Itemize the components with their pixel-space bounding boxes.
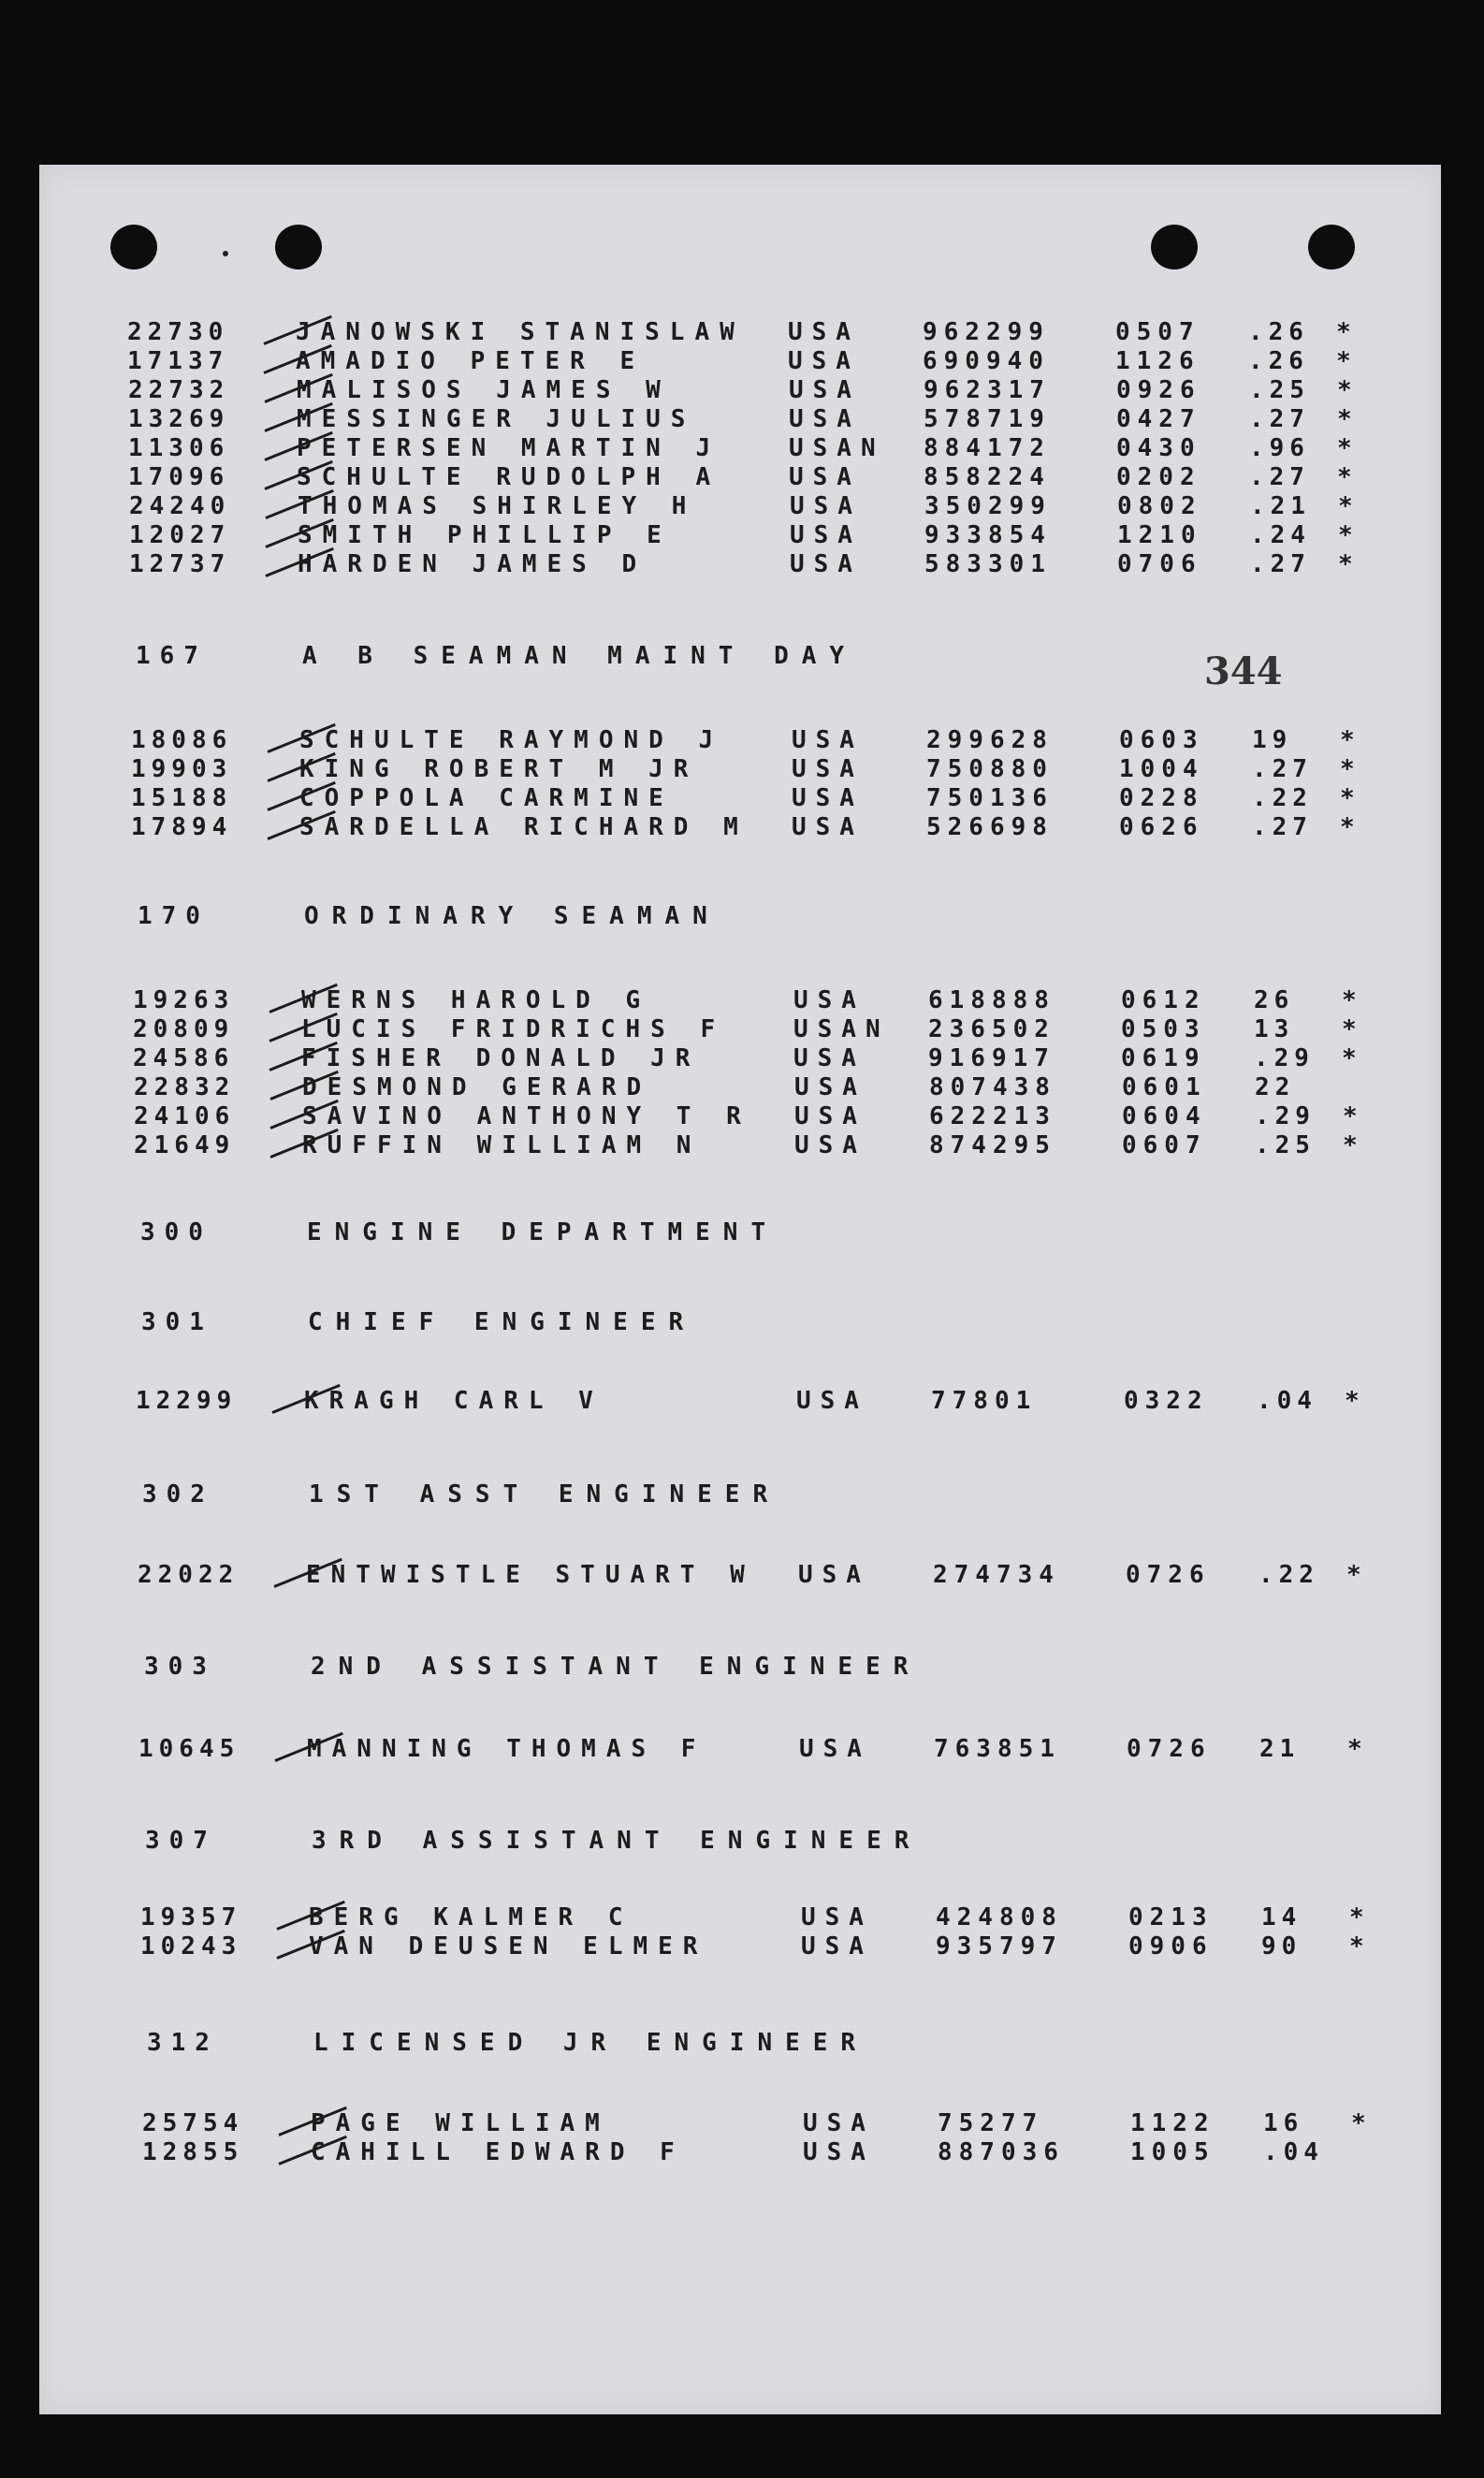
document-number: 299628 [926, 726, 1054, 754]
crew-id: 24106 [134, 1102, 236, 1130]
asterisk-mark: * [1343, 1131, 1358, 1159]
nationality: USA [793, 986, 866, 1014]
document-number: 763851 [934, 1735, 1061, 1763]
nationality: USA [803, 2109, 875, 2137]
roster-row [0, 376, 1484, 404]
asterisk-mark: * [1347, 1735, 1362, 1763]
document-number: 935797 [936, 1932, 1063, 1961]
crew-id: 24586 [133, 1044, 235, 1072]
crew-id: 22022 [138, 1561, 240, 1589]
roster-row [0, 347, 1484, 375]
crew-id: 11306 [128, 434, 230, 462]
date-code: 0906 [1128, 1932, 1214, 1961]
crew-id: 17894 [131, 813, 233, 841]
rate-value: .22 [1258, 1561, 1319, 1589]
roster-row [0, 2109, 1484, 2137]
rate-value: 14 [1261, 1903, 1302, 1931]
date-code: 1005 [1130, 2138, 1215, 2166]
section-heading [0, 2029, 1484, 2057]
date-code: 0427 [1116, 405, 1201, 433]
section-title: 2ND ASSISTANT ENGINEER [311, 1653, 922, 1681]
nationality: USA [790, 492, 862, 520]
crew-id: 13269 [128, 405, 230, 433]
rate-value: 19 [1252, 726, 1293, 754]
crew-id: 12027 [129, 521, 231, 549]
document-number: 622213 [929, 1102, 1056, 1130]
section-code: 307 [145, 1827, 217, 1855]
roster-row [0, 986, 1484, 1014]
document-number: 424808 [936, 1903, 1063, 1931]
crew-name: PAGE WILLIAM [311, 2109, 610, 2137]
rate-value: .27 [1250, 550, 1311, 578]
rate-value: .25 [1249, 376, 1310, 404]
rate-value: .29 [1255, 1102, 1316, 1130]
crew-name: MALISOS JAMES W [297, 376, 671, 404]
rate-value: .29 [1254, 1044, 1315, 1072]
date-code: 0430 [1116, 434, 1201, 462]
crew-id: 21649 [134, 1131, 236, 1159]
document-number: 858224 [924, 463, 1051, 491]
date-code: 0706 [1117, 550, 1202, 578]
crew-id: 17137 [127, 347, 229, 375]
roster-row [0, 755, 1484, 783]
date-code: 1210 [1117, 521, 1202, 549]
document-number: 77801 [931, 1387, 1038, 1415]
date-code: 0603 [1119, 726, 1204, 754]
crew-name: JANOWSKI STANISLAW [296, 318, 745, 346]
crew-name: VAN DEUSEN ELMER [309, 1932, 708, 1961]
section-code: 312 [147, 2029, 219, 2057]
punch-hole-left-2 [275, 225, 322, 270]
asterisk-mark: * [1336, 347, 1351, 375]
rate-value: .96 [1249, 434, 1310, 462]
date-code: 0228 [1119, 784, 1204, 812]
crew-id: 19357 [140, 1903, 242, 1931]
crew-id: 19903 [131, 755, 233, 783]
crew-name: SCHULTE RUDOLPH A [297, 463, 721, 491]
crew-id: 10645 [138, 1735, 240, 1763]
rate-value: 16 [1263, 2109, 1304, 2137]
section-heading [0, 1480, 1484, 1509]
asterisk-mark: * [1343, 1102, 1358, 1130]
nationality: USA [790, 521, 862, 549]
roster-row [0, 1015, 1484, 1043]
rate-value: .25 [1255, 1131, 1316, 1159]
date-code: 0612 [1121, 986, 1206, 1014]
rate-value: 26 [1254, 986, 1295, 1014]
date-code: 0802 [1117, 492, 1202, 520]
nationality: USA [793, 1044, 866, 1072]
asterisk-mark: * [1337, 405, 1352, 433]
rate-value: 90 [1261, 1932, 1302, 1961]
document-number: 236502 [928, 1015, 1055, 1043]
date-code: 1122 [1130, 2109, 1215, 2137]
roster-row [0, 2138, 1484, 2166]
crew-name: ENTWISTLE STUART W [306, 1561, 755, 1589]
crew-id: 12299 [136, 1387, 238, 1415]
section-heading [0, 1827, 1484, 1855]
crew-id: 18086 [131, 726, 233, 754]
nationality: USA [789, 405, 861, 433]
date-code: 0213 [1128, 1903, 1214, 1931]
date-code: 0626 [1119, 813, 1204, 841]
rate-value: .27 [1249, 463, 1310, 491]
nationality: USAN [789, 434, 885, 462]
punch-hole-left-1 [110, 225, 157, 270]
asterisk-mark: * [1337, 376, 1352, 404]
section-title: A B SEAMAN MAINT DAY [302, 642, 858, 670]
crew-name: COPPOLA CARMINE [299, 784, 674, 812]
section-code: 301 [141, 1308, 213, 1336]
crew-name: THOMAS SHIRLEY H [298, 492, 697, 520]
crew-id: 24240 [129, 492, 231, 520]
document-number: 350299 [924, 492, 1052, 520]
crew-id: 20809 [133, 1015, 235, 1043]
roster-row [0, 550, 1484, 578]
roster-row [0, 1903, 1484, 1931]
document-number: 583301 [924, 550, 1052, 578]
roster-row [0, 1735, 1484, 1763]
rate-value: .27 [1252, 755, 1313, 783]
crew-name: SARDELLA RICHARD M [299, 813, 749, 841]
crew-name: LUCIS FRIDRICHS F [301, 1015, 726, 1043]
document-number: 933854 [924, 521, 1052, 549]
document-number: 526698 [926, 813, 1054, 841]
asterisk-mark: * [1342, 1044, 1357, 1072]
crew-name: RUFFIN WILLIAM N [302, 1131, 702, 1159]
date-code: 1126 [1115, 347, 1200, 375]
nationality: USA [788, 318, 860, 346]
document-number: 962299 [923, 318, 1050, 346]
nationality: USA [789, 376, 861, 404]
crew-name: PETERSEN MARTIN J [297, 434, 721, 462]
roster-row [0, 521, 1484, 549]
date-code: 0601 [1122, 1073, 1207, 1101]
document-number: 807438 [929, 1073, 1056, 1101]
roster-row [0, 492, 1484, 520]
roster-row [0, 318, 1484, 346]
crew-name: BERG KALMER C [309, 1903, 633, 1931]
crew-name: AMADIO PETER E [296, 347, 646, 375]
asterisk-mark: * [1345, 1387, 1360, 1415]
document-number: 750136 [926, 784, 1054, 812]
crew-name: SMITH PHILLIP E [298, 521, 672, 549]
crew-name: KRAGH CARL V [304, 1387, 604, 1415]
asterisk-mark: * [1340, 726, 1355, 754]
roster-row [0, 1044, 1484, 1072]
date-code: 0726 [1126, 1561, 1211, 1589]
crew-name: HARDEN JAMES D [298, 550, 647, 578]
roster-row [0, 1073, 1484, 1101]
asterisk-mark: * [1351, 2109, 1366, 2137]
section-title: 1ST ASST ENGINEER [309, 1480, 781, 1509]
asterisk-mark: * [1340, 755, 1355, 783]
roster-row [0, 434, 1484, 462]
date-code: 0726 [1127, 1735, 1212, 1763]
section-title: ORDINARY SEAMAN [304, 902, 720, 930]
document-number: 690940 [923, 347, 1050, 375]
section-heading [0, 642, 1484, 670]
punch-hole-right-1 [1151, 225, 1198, 270]
crew-name: FISHER DONALD JR [301, 1044, 701, 1072]
date-code: 0607 [1122, 1131, 1207, 1159]
nationality: USA [803, 2138, 875, 2166]
section-code: 167 [136, 642, 208, 670]
asterisk-mark: * [1338, 521, 1353, 549]
section-title: LICENSED JR ENGINEER [313, 2029, 869, 2057]
section-title: ENGINE DEPARTMENT [307, 1218, 779, 1246]
nationality: USA [789, 463, 861, 491]
roster-row [0, 813, 1484, 841]
roster-row [0, 726, 1484, 754]
rate-value: .26 [1248, 347, 1309, 375]
nationality: USA [801, 1932, 873, 1961]
asterisk-mark: * [1342, 986, 1357, 1014]
crew-id: 15188 [131, 784, 233, 812]
section-code: 300 [140, 1218, 212, 1246]
document-number: 916917 [928, 1044, 1055, 1072]
rate-value: .27 [1249, 405, 1310, 433]
document-number: 884172 [924, 434, 1051, 462]
asterisk-mark: * [1340, 813, 1355, 841]
rate-value: 21 [1259, 1735, 1301, 1763]
nationality: USA [794, 1131, 866, 1159]
crew-id: 25754 [142, 2109, 244, 2137]
asterisk-mark: * [1338, 492, 1353, 520]
nationality: USA [794, 1073, 866, 1101]
roster-row [0, 1102, 1484, 1130]
asterisk-mark: * [1349, 1932, 1364, 1961]
crew-id: 12737 [129, 550, 231, 578]
date-code: 0604 [1122, 1102, 1207, 1130]
section-heading [0, 1218, 1484, 1246]
crew-id: 17096 [128, 463, 230, 491]
date-code: 0619 [1121, 1044, 1206, 1072]
nationality: USA [790, 550, 862, 578]
nationality: USA [794, 1102, 866, 1130]
nationality: USA [792, 813, 864, 841]
rate-value: .27 [1252, 813, 1313, 841]
asterisk-mark: * [1340, 784, 1355, 812]
document-number: 887036 [938, 2138, 1065, 2166]
nationality: USA [798, 1561, 870, 1589]
section-code: 170 [138, 902, 210, 930]
roster-row [0, 1932, 1484, 1961]
nationality: USA [792, 784, 864, 812]
rate-value: 13 [1254, 1015, 1295, 1043]
crew-name: MANNING THOMAS F [307, 1735, 706, 1763]
crew-name: SCHULTE RAYMOND J [299, 726, 724, 754]
punch-hole-right-2 [1308, 225, 1355, 270]
document-number: 874295 [929, 1131, 1056, 1159]
nationality: USA [801, 1903, 873, 1931]
roster-row [0, 463, 1484, 491]
document-number: 578719 [924, 405, 1051, 433]
roster-row [0, 1387, 1484, 1415]
roster-row [0, 1131, 1484, 1159]
punch-speck [223, 251, 228, 256]
rate-value: .22 [1252, 784, 1313, 812]
nationality: USAN [793, 1015, 890, 1043]
section-code: 303 [144, 1653, 216, 1681]
crew-id: 12855 [142, 2138, 244, 2166]
date-code: 0202 [1116, 463, 1201, 491]
crew-name: SAVINO ANTHONY T R [302, 1102, 751, 1130]
roster-row [0, 784, 1484, 812]
asterisk-mark: * [1336, 318, 1351, 346]
rate-value: 22 [1255, 1073, 1296, 1101]
rate-value: .24 [1250, 521, 1311, 549]
nationality: USA [792, 726, 864, 754]
section-heading [0, 1308, 1484, 1336]
asterisk-mark: * [1338, 550, 1353, 578]
date-code: 0926 [1116, 376, 1201, 404]
nationality: USA [792, 755, 864, 783]
asterisk-mark: * [1349, 1903, 1364, 1931]
section-code: 302 [142, 1480, 214, 1509]
date-code: 1004 [1119, 755, 1204, 783]
rate-value: .04 [1263, 2138, 1324, 2166]
section-heading [0, 902, 1484, 930]
crew-id: 22732 [128, 376, 230, 404]
nationality: USA [788, 347, 860, 375]
crew-name: WERNS HAROLD G [301, 986, 651, 1014]
roster-row [0, 1561, 1484, 1589]
document-number: 274734 [933, 1561, 1060, 1589]
crew-name: DESMOND GERARD [302, 1073, 652, 1101]
crew-id: 22730 [127, 318, 229, 346]
section-heading [0, 1653, 1484, 1681]
page-number-stamp: 344 [1204, 649, 1283, 693]
nationality: USA [796, 1387, 868, 1415]
asterisk-mark: * [1342, 1015, 1357, 1043]
crew-name: CAHILL EDWARD F [311, 2138, 685, 2166]
document-number: 75277 [938, 2109, 1044, 2137]
asterisk-mark: * [1346, 1561, 1361, 1589]
asterisk-mark: * [1337, 434, 1352, 462]
document-number: 618888 [928, 986, 1055, 1014]
date-code: 0507 [1115, 318, 1200, 346]
crew-name: MESSINGER JULIUS [297, 405, 696, 433]
rate-value: .04 [1257, 1387, 1317, 1415]
crew-id: 19263 [133, 986, 235, 1014]
rate-value: .26 [1248, 318, 1309, 346]
roster-row [0, 405, 1484, 433]
date-code: 0322 [1124, 1387, 1209, 1415]
crew-name: KING ROBERT M JR [299, 755, 699, 783]
document-number: 750880 [926, 755, 1054, 783]
document-number: 962317 [924, 376, 1051, 404]
section-title: CHIEF ENGINEER [308, 1308, 697, 1336]
nationality: USA [799, 1735, 871, 1763]
date-code: 0503 [1121, 1015, 1206, 1043]
rate-value: .21 [1250, 492, 1311, 520]
crew-id: 22832 [134, 1073, 236, 1101]
crew-id: 10243 [140, 1932, 242, 1961]
section-title: 3RD ASSISTANT ENGINEER [312, 1827, 923, 1855]
asterisk-mark: * [1337, 463, 1352, 491]
